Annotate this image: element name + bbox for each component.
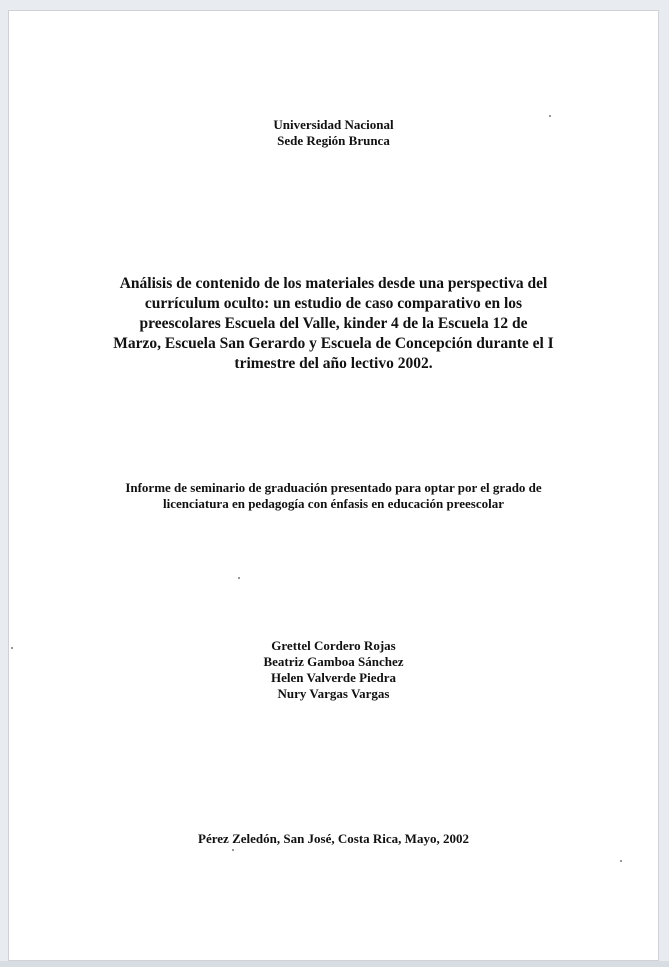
title-line: Marzo, Escuela San Gerardo y Escuela de Concepción durante el I [113, 335, 554, 352]
report-line: licenciatura en pedagogía con énfasis en educación preescolar [163, 496, 504, 511]
university-name: Universidad Nacional [273, 117, 394, 132]
author-name: Beatriz Gamboa Sánchez [263, 654, 404, 669]
scan-speck [238, 577, 240, 579]
location-date-text: Pérez Zeledón, San José, Costa Rica, Mayo, 2002 [198, 831, 469, 846]
author-name: Nury Vargas Vargas [277, 686, 390, 701]
thesis-title [9, 274, 658, 374]
author-name: Grettel Cordero Rojas [271, 638, 396, 653]
campus-name: Sede Región Brunca [277, 133, 390, 148]
scan-speck [620, 860, 622, 862]
institution-header [9, 117, 658, 149]
report-description [9, 480, 658, 512]
scan-speck [549, 115, 551, 117]
location-date [9, 831, 658, 847]
document-page [8, 10, 659, 961]
author-name: Helen Valverde Piedra [271, 670, 396, 685]
title-line: trimestre del año lectivo 2002. [234, 355, 433, 372]
title-line: currículum oculto: un estudio de caso comparativo en los [144, 295, 523, 312]
author-list [9, 638, 658, 702]
title-line: Análisis de contenido de los materiales desde una perspectiva del [119, 275, 548, 292]
viewer-bottom-edge [0, 961, 669, 967]
scan-speck [11, 647, 13, 649]
report-line: Informe de seminario de graduación presentado para optar por el grado de [125, 480, 542, 495]
scan-speck [232, 849, 234, 851]
title-line: preescolares Escuela del Valle, kinder 4 de la Escuela 12 de [139, 315, 528, 332]
